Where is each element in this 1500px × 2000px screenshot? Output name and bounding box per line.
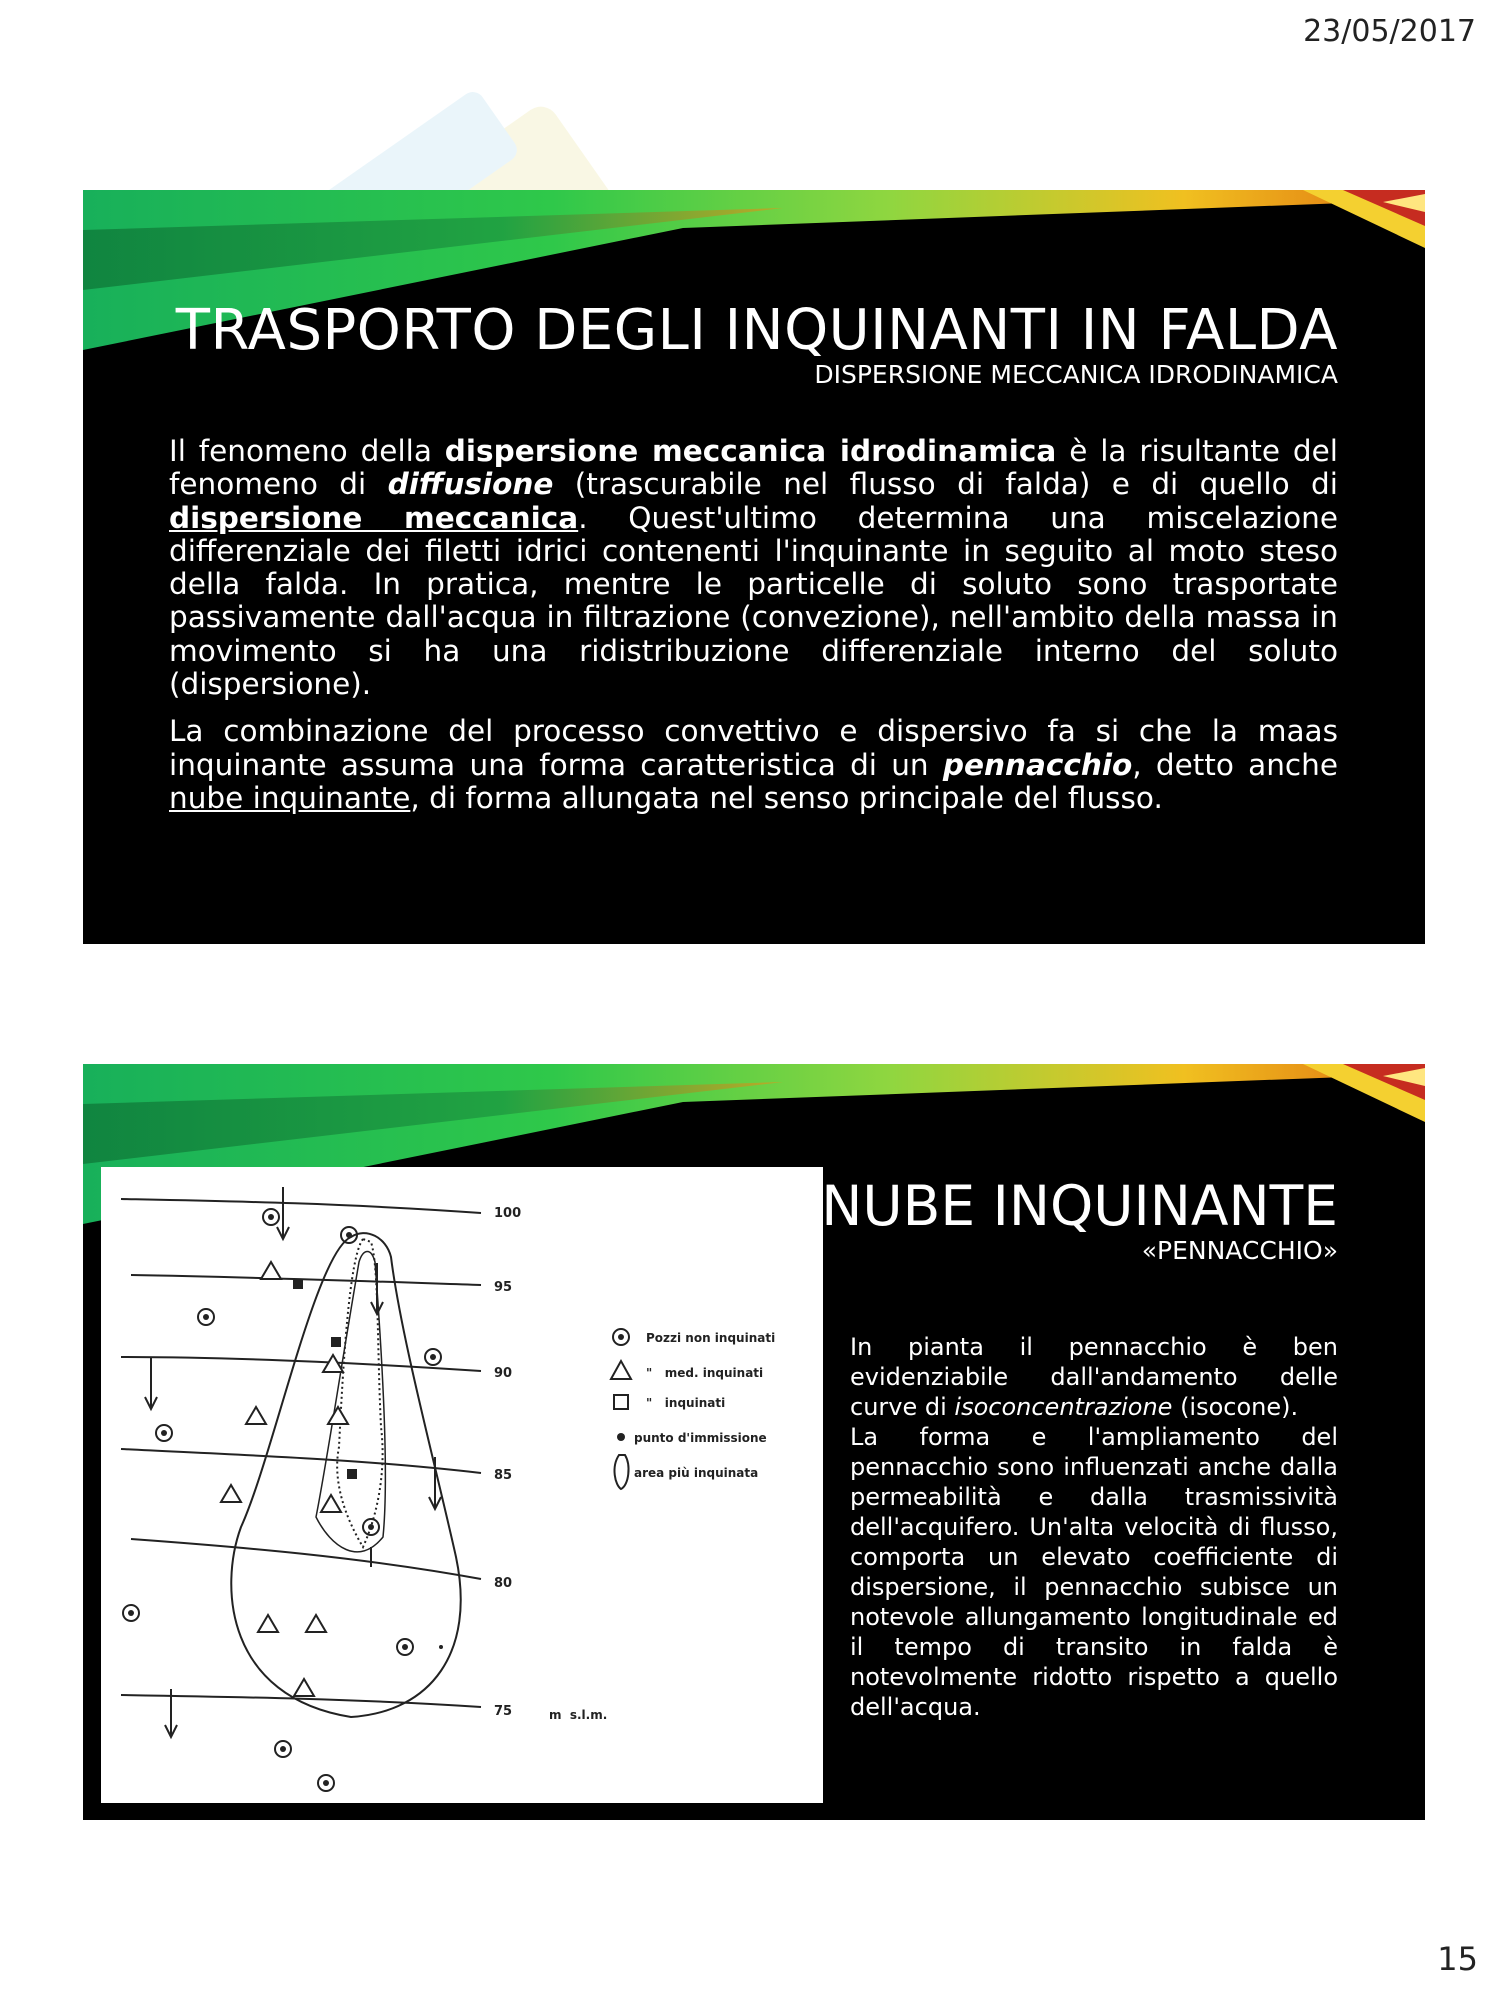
text: , di forma allungata nel senso principale del flusso. <box>410 780 1163 815</box>
bold-term: dispersione meccanica idrodinamica <box>444 434 1057 468</box>
bold-italic-term: pennacchio <box>942 747 1133 782</box>
legend-item-label: " inquinati <box>646 1396 726 1410</box>
text: Il fenomeno della <box>169 434 445 468</box>
text: La combinazione del processo convettivo e dispersivo fa si che la maas inquinante assuma una forma caratteristica di un <box>169 714 1338 782</box>
text: . Quest'ultimo determina una miscelazione differenziale dei filetti idrici contenenti l'inquinante in seguito al moto steso della falda. In pratica, mentre le particelle di soluto sono trasportate passivamente dall'acqua in filtrazione (convezione), nell'ambito della massa in movimento si ha una ridistribuzione differenziale interno del soluto (dispersione). <box>169 500 1338 702</box>
paragraph <box>169 715 1338 815</box>
text: (isocone). <box>1172 1393 1299 1421</box>
underlined-term: nube inquinante <box>169 780 411 815</box>
legend-item-label: punto d'immissione <box>634 1431 767 1445</box>
slide-title: NUBE INQUINANTE <box>821 1174 1338 1238</box>
slide-body <box>850 1332 1338 1722</box>
paragraph: La forma e l'ampliamento del pennacchio sono influenzati anche dalla permeabilità e dalla trasmissività dell'acquifero. Un'alta velocità di flusso, comporta un elevato coefficiente di dispersione, il pennacchio subisce un notevole allungamento longitudinale ed il tempo di transito in falda è notevolmente ridotto rispetto a quello dell'acqua. <box>850 1423 1338 1721</box>
legend-item-label: area più inquinata <box>634 1466 759 1480</box>
text: In pianta il pennacchio è ben evidenziabile dall'andamento delle curve di <box>850 1333 1338 1421</box>
contour-label: 80 <box>494 1576 513 1591</box>
slide-nube-inquinante <box>83 1064 1425 1820</box>
slide-subtitle: DISPERSIONE MECCANICA IDRODINAMICA <box>814 360 1338 389</box>
slide-title: TRASPORTO DEGLI INQUINANTI IN FALDA <box>175 298 1338 363</box>
page-number: 15 <box>1437 1940 1478 1978</box>
contour-label: 75 <box>494 1704 513 1719</box>
bold-underlined-term: dispersione meccanica <box>169 500 579 535</box>
text: , detto anche <box>1132 747 1338 782</box>
paragraph <box>850 1332 1338 1422</box>
contour-label: 100 <box>494 1206 522 1221</box>
slide-subtitle: «PENNACCHIO» <box>1141 1236 1338 1265</box>
legend-item-label: Pozzi non inquinati <box>646 1331 776 1345</box>
contour-label: 85 <box>494 1468 513 1483</box>
unit-label: m s.l.m. <box>549 1708 608 1722</box>
page-date: 23/05/2017 <box>1303 14 1476 49</box>
text: è la risultante del fenomeno di <box>169 434 1338 502</box>
legend-item-label: " med. inquinati <box>646 1366 764 1380</box>
bold-italic-term: diffusione <box>387 467 554 502</box>
contour-label: 95 <box>494 1280 513 1295</box>
contour-label: 90 <box>494 1366 513 1381</box>
paragraph <box>169 435 1338 701</box>
slide-trasporto-inquinanti <box>83 190 1425 944</box>
plume-map-figure <box>101 1167 823 1803</box>
italic-term: isoconcentrazione <box>954 1393 1173 1421</box>
slide-body <box>169 435 1338 829</box>
text: (trascurabile nel flusso di falda) e di quello di <box>553 467 1338 502</box>
